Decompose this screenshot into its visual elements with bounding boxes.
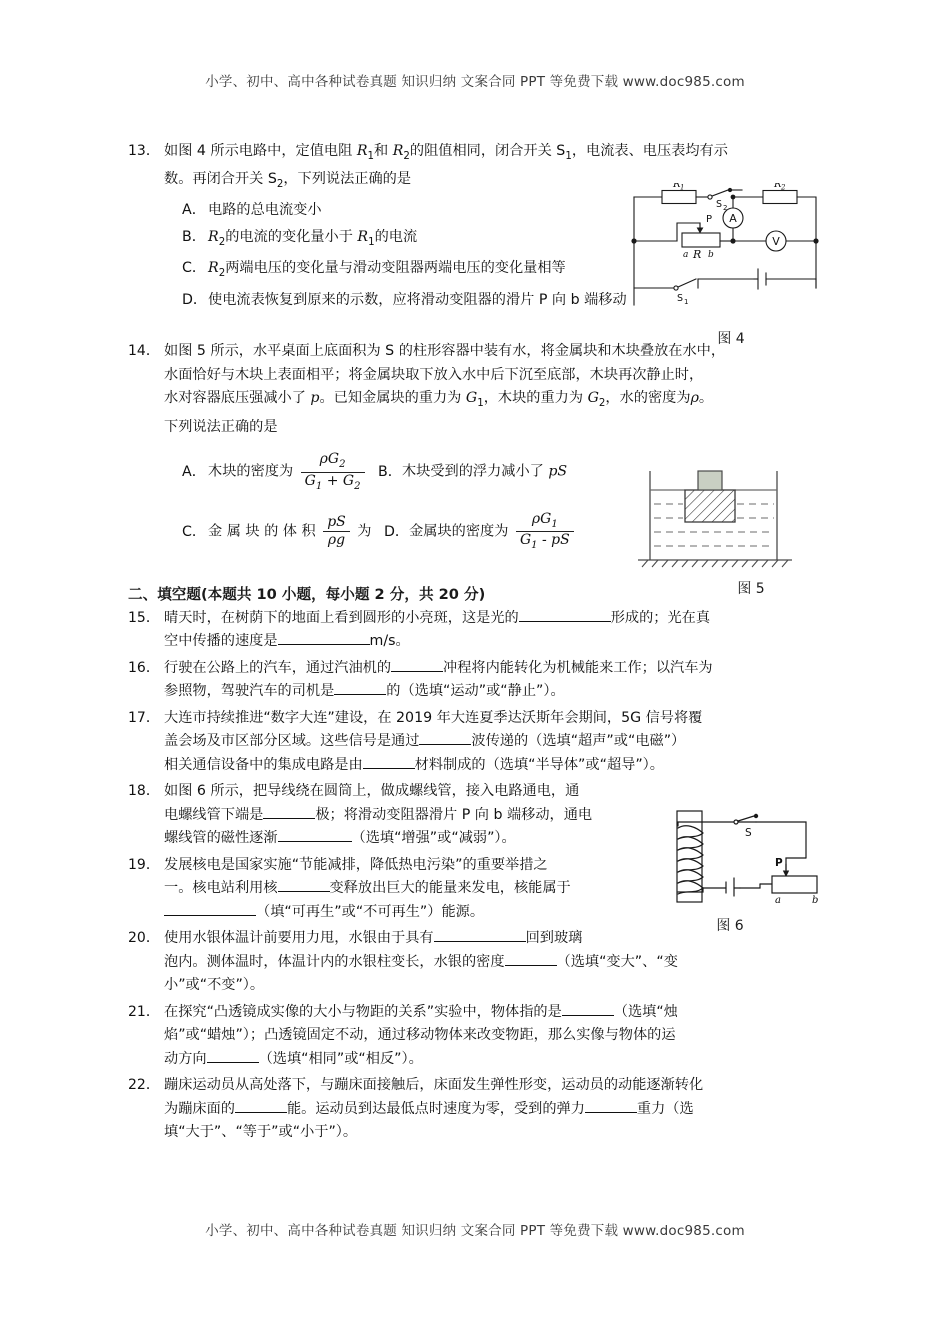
question-14-option-cd: C． 金 属 块 的 体 积 $\frac{pS}{\rho g}$ 为 D．金属块的密度为 $\frac{\rho G_1}{G_1 - pS}$ xyxy=(182,511,828,553)
figure-4 xyxy=(620,183,832,348)
wood-block xyxy=(685,490,735,522)
option-d-numerator: $\rho G_1$ xyxy=(531,510,558,530)
question-19-line3: （填“可再生”或“不可再生”）能源。 xyxy=(164,901,704,925)
option-c-label: C． xyxy=(182,260,207,277)
label-b: b xyxy=(708,250,714,260)
svg-text:2: 2 xyxy=(781,183,786,192)
option-a-label: A． xyxy=(182,463,206,480)
question-18-line3: 螺线管的磁性逐渐 （选填“增强”或“减弱”）。 xyxy=(164,827,704,851)
question-13-option-c: C． $R_2$两端电压的变化量与滑动变阻器两端电压的变化量相等 xyxy=(182,255,828,287)
question-14-stem-line2: 水面恰好与木块上表面相平；将金属块取下放入水中后下沉至底部，木块再次静止时， xyxy=(164,366,704,383)
question-16-number: 16． xyxy=(128,659,160,676)
figure-6 xyxy=(662,806,830,935)
question-17-line1: 大连市持续推进“数字大连”建设，在 2019 年大连夏季达沃斯年会期间，5G 信号将覆 xyxy=(164,709,703,726)
option-d-label: D． xyxy=(182,292,208,309)
label-rheostat: R xyxy=(693,248,702,261)
question-17 xyxy=(128,707,828,778)
label-b: b xyxy=(812,895,819,906)
answer-blank[interactable] xyxy=(278,827,352,842)
question-13-option-a: A． 电路的总电流变小 xyxy=(182,197,828,224)
metal-block xyxy=(698,471,722,490)
section-2-heading: 二、填空题(本题共 10 小题，每小题 2 分，共 20 分) xyxy=(128,585,486,603)
question-20 xyxy=(128,927,828,998)
question-13-number: 13． xyxy=(128,143,160,159)
figure-5-container-diagram xyxy=(632,463,832,573)
question-14-number: 14． xyxy=(128,343,160,360)
option-c-label: C． xyxy=(182,523,207,540)
figure-5-caption: 图 5 xyxy=(737,581,765,597)
option-d-fraction xyxy=(516,511,574,553)
answer-blank[interactable] xyxy=(263,804,315,819)
label-switch-s: S xyxy=(745,827,752,839)
question-19-line1: 发展核电是国家实施“节能减排，降低热电污染”的重要举措之 xyxy=(164,856,548,873)
option-a-denominator: $G_1 + G_2$ xyxy=(301,472,365,493)
question-13-option-d: D．使电流表恢复到原来的示数，应将滑动变阻器的滑片 P 向 b 端移动 xyxy=(182,287,828,314)
answer-blank[interactable] xyxy=(391,657,443,672)
figure-6-caption: 图 6 xyxy=(716,918,744,934)
option-b-label: B． xyxy=(182,228,206,245)
answer-blank[interactable] xyxy=(164,901,256,916)
question-15-line2: 空中传播的速度是 m/s。 xyxy=(164,630,828,654)
question-17-line2: 盖会场及市区部分区域。这些信号是通过 波传递的（选填“超声”或“电磁”） xyxy=(164,730,828,754)
question-20-line1: 使用水银体温计前要用力甩，水银由于具有 回到玻璃 xyxy=(164,927,828,951)
question-13-stem-line2: 数。再闭合开关 $S_2$，下列说法正确的是 xyxy=(164,171,412,191)
question-19-line2: 一。核电站利用核 变释放出巨大的能量来发电，核能属于 xyxy=(164,877,704,901)
question-22-number: 22． xyxy=(128,1077,160,1094)
option-c-tail: 为 xyxy=(357,523,372,540)
figure-5 xyxy=(632,463,832,598)
answer-blank[interactable] xyxy=(235,1098,287,1113)
question-16-line2: 参照物，驾驶汽车的司机是 的（选填“运动”或“静止”）。 xyxy=(164,680,828,704)
question-18-line2: 电螺线管下端是 极；将滑动变阻器滑片 P 向 b 端移动，通电 xyxy=(164,804,704,828)
label-a: a xyxy=(775,895,781,906)
answer-blank[interactable] xyxy=(278,877,330,892)
label-s2: S xyxy=(716,199,723,210)
question-14-stem-line1: 如图 5 所示，水平桌面上底面积为 S 的柱形容器中装有水，将金属块和木块叠放在水中， xyxy=(164,343,726,360)
answer-blank[interactable] xyxy=(419,730,471,745)
option-a-label: A． xyxy=(182,201,206,218)
option-d-denominator: $G_1$ - pS xyxy=(516,531,574,552)
question-15 xyxy=(128,607,828,654)
question-21-line1: 在探究“凸透镜成实像的大小与物距的关系”实验中，物体指的是 （选填“烛 xyxy=(164,1001,828,1025)
question-15-number: 15． xyxy=(128,609,160,626)
option-a-numerator: $\rho G_2$ xyxy=(319,451,346,470)
label-slider-p: P xyxy=(775,857,783,869)
question-15-line1: 晴天时，在树荫下的地面上看到圆形的小亮斑，这是光的 形成的；光在真 xyxy=(164,607,828,631)
label-r1: R xyxy=(673,183,681,190)
answer-blank[interactable] xyxy=(363,754,415,769)
label-a: a xyxy=(683,250,689,260)
answer-blank[interactable] xyxy=(434,927,526,942)
question-20-number: 20． xyxy=(128,930,160,947)
option-c-denominator: ρg xyxy=(323,531,350,550)
option-b-label: B． xyxy=(378,463,402,480)
label-voltmeter: V xyxy=(772,235,780,248)
question-16 xyxy=(128,657,828,704)
question-20-line2: 泡内。测体温时，体温计内的水银柱变长，水银的密度 （选填“变大”、“变 xyxy=(164,951,828,975)
label-s1: S xyxy=(677,293,684,304)
watermark-top: 小学、初中、高中各种试卷真题 知识归纳 文案合同 PPT 等免费下载 www.doc985.com xyxy=(205,74,745,90)
question-14-option-ab: A． 木块的密度为 $\frac{\rho G_2}{G_1 + G_2}$ B．木块受到的浮力减小了 pS xyxy=(182,451,568,492)
svg-text:2: 2 xyxy=(723,204,728,212)
label-slider-p: P xyxy=(706,214,713,225)
option-d-label: D． xyxy=(383,523,410,540)
option-c-numerator: pS xyxy=(327,513,346,530)
answer-blank[interactable] xyxy=(334,680,386,695)
question-13-option-b: B． $R_2$的电流的变化量小于 $R_1$的电流 xyxy=(182,224,828,256)
question-13-stem-line1: 如图 4 所示电路中，定值电阻 $R_1$和 $R_2$的阻值相同，闭合开关 $S_1$，电流表、电压表均有示 xyxy=(164,143,728,162)
question-22-line3: 填“大于”、“等于”或“小于”）。 xyxy=(164,1124,358,1141)
label-ammeter: A xyxy=(729,212,737,225)
question-16-line1: 行驶在公路上的汽车，通过汽油机的 冲程将内能转化为机械能来工作；以汽车为 xyxy=(164,657,828,681)
svg-text:1: 1 xyxy=(684,298,689,306)
watermark-bottom: 小学、初中、高中各种试卷真题 知识归纳 文案合同 PPT 等免费下载 www.doc985.com xyxy=(205,1223,745,1239)
question-22-line2: 为蹦床面的 能。运动员到达最低点时速度为零，受到的弹力 重力（选 xyxy=(164,1098,828,1122)
question-20-line3: 小”或“不变”）。 xyxy=(164,977,265,994)
question-14-stem-line4: 下列说法正确的是 xyxy=(164,418,278,435)
answer-blank[interactable] xyxy=(207,1048,259,1063)
answer-blank[interactable] xyxy=(278,630,370,645)
figure-4-circuit-diagram xyxy=(620,183,832,323)
question-21 xyxy=(128,1001,828,1072)
question-18-number: 18． xyxy=(128,783,160,800)
svg-text:1: 1 xyxy=(680,183,685,192)
question-17-number: 17． xyxy=(128,709,160,726)
answer-blank[interactable] xyxy=(562,1001,614,1016)
answer-blank[interactable] xyxy=(505,951,557,966)
question-21-line3: 动方向 （选填“相同”或“相反”）。 xyxy=(164,1048,828,1072)
option-c-fraction xyxy=(323,514,350,550)
question-14-stem-line3: 水对容器底压强减小了 p。已知金属块的重力为 $G_1$，木块的重力为 $G_2$，水的密度为ρ。 xyxy=(164,390,714,410)
answer-blank[interactable] xyxy=(519,607,611,622)
question-17-line3: 相关通信设备中的集成电路是由 材料制成的（选填“半导体”或“超导”）。 xyxy=(164,754,828,778)
figure-6-solenoid-diagram xyxy=(662,806,830,910)
option-a-fraction xyxy=(301,451,365,493)
question-19-number: 19． xyxy=(128,856,160,873)
figure-4-caption: 图 4 xyxy=(717,331,745,347)
question-22-line1: 蹦床运动员从高处落下，与蹦床面接触后，床面发生弹性形变，运动员的动能逐渐转化 xyxy=(164,1077,704,1094)
ground-hatching xyxy=(642,560,788,567)
question-18-line1: 如图 6 所示，把导线绕在圆筒上，做成螺线管，接入电路通电，通 xyxy=(164,783,580,800)
question-21-line2: 焰”或“蜡烛”）；凸透镜固定不动，通过移动物体来改变物距，那么实像与物体的运 xyxy=(164,1027,676,1044)
label-r2: R xyxy=(774,183,782,190)
question-21-number: 21． xyxy=(128,1003,160,1020)
answer-blank[interactable] xyxy=(585,1098,637,1113)
question-22 xyxy=(128,1074,828,1145)
